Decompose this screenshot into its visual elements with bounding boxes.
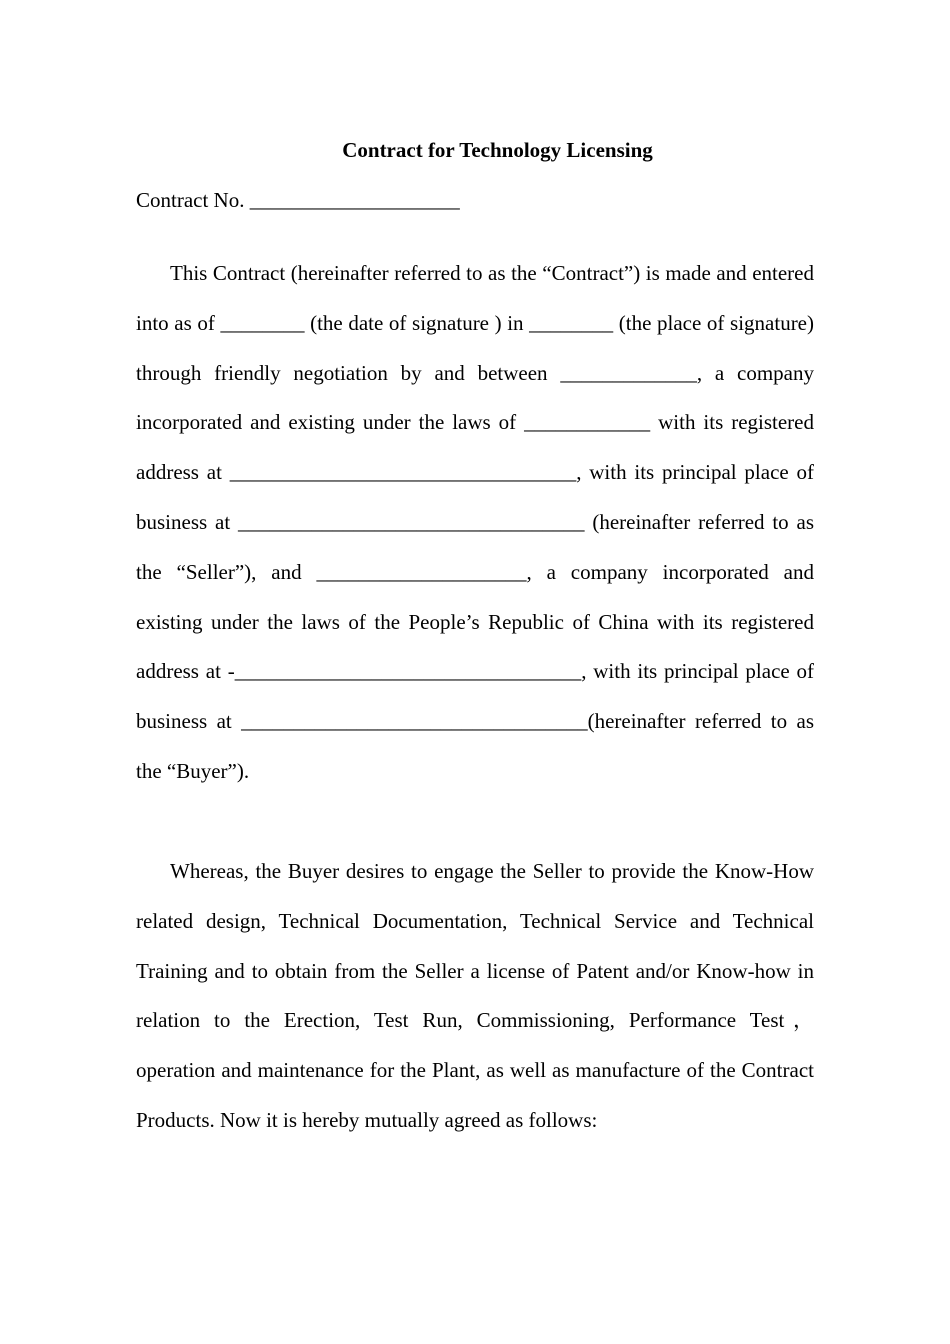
whereas-paragraph: Whereas, the Buyer desires to engage the Seller to provide the Know-How related design, Technical Documentation, Technical Service and Technical Training and to obtain from the Seller a license of Patent and/or Know-how in relation to the Erection, Test Run, Commissioning, Performance Test， operation and maintenance for the Plant, as well as manufacture of the Contract Products. Now it is hereby mutually agreed as follows: xyxy=(136,859,814,1132)
document-title: Contract for Technology Licensing xyxy=(342,138,653,162)
preamble-paragraph: This Contract (hereinafter referred to as the “Contract”) is made and entered into as of ________ (the date of signature ) in ________ (the place of signature) through friendly negotiation by and between _____________, a company incorporated and existing under the laws of ____________ with its registered address at _________________________________, with its principal place of business at _________________________________ (hereinafter referred to as the “Seller”), and ____________________, a company incorporated and existing under the laws of the People’s Republic of China with its registered address at -_________________________________, with its principal place of business at _________________________________(hereinafter referred to as the “Buyer”). xyxy=(136,261,814,783)
contract-number-line: Contract No. ____________________ xyxy=(136,188,460,212)
